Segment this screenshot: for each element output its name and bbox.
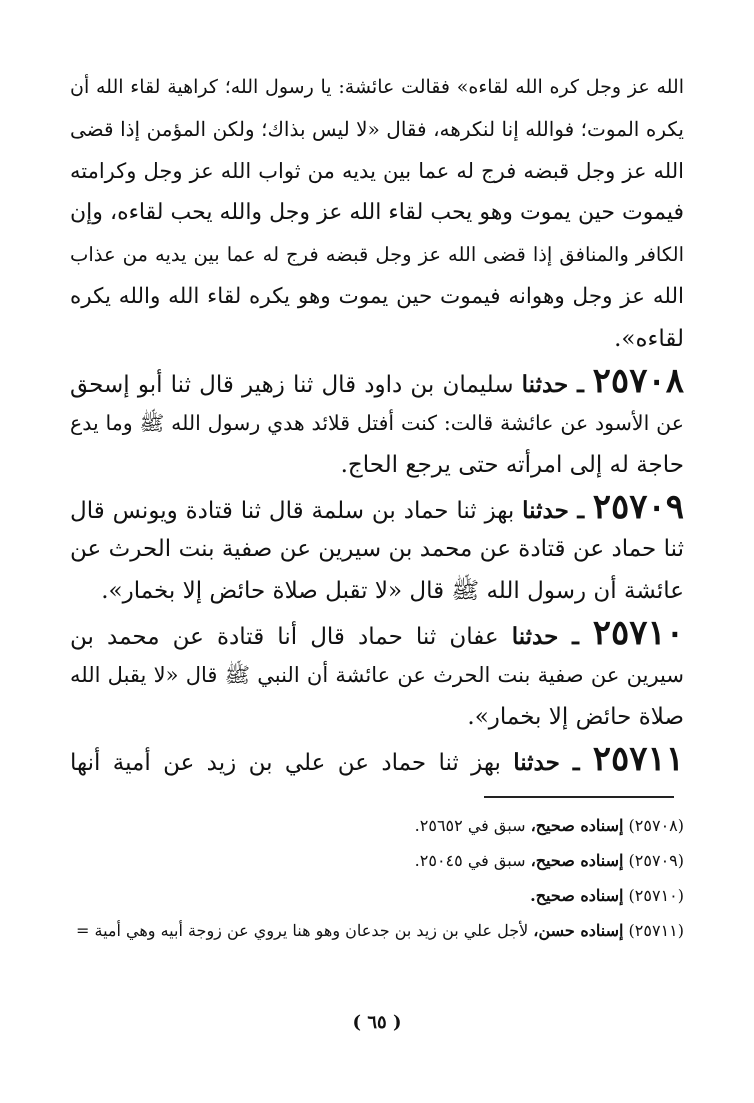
hadith-number: ٢٥٧١٠ [592,613,684,653]
hadith-number: ٢٥٧٠٨ [592,361,684,401]
footnote-ref: (٢٥٧١٠) [628,886,684,905]
line-text: يكره الموت؛ فوالله إنا لنكرهه، فقال «لا ليس بذاك؛ ولكن المؤمن إذا قضى [70,117,684,141]
footnote-ref: (٢٥٧٠٩) [628,851,684,870]
hadith-separator: ـ [558,623,593,650]
text-line [70,66,684,108]
line-text: صلاة حائض إلا بخمار». [467,704,684,730]
hadith-number: ٢٥٧٠٩ [592,487,684,527]
narration-keyword: حدثنا [513,749,560,776]
footnote-grade: إسناده صحيح، [530,816,624,835]
text-line [70,528,684,570]
footnote [70,913,684,948]
text-line [70,318,684,360]
text-line [70,570,684,612]
hadith-heading-line [70,738,684,780]
footnote-divider [484,796,674,798]
line-text: لقاءه». [614,326,684,352]
text-line [70,402,684,444]
footnote-note: سبق في ٢٥٠٤٥. [414,851,531,870]
main-text [70,66,684,780]
text-line [70,108,684,150]
line-text: بهز ثنا حماد عن علي بن زيد عن أمية أنها [70,750,514,776]
narration-keyword: حدثنا [521,371,569,398]
line-text: سيرين عن صفية بنت الحرث عن عائشة أن النبي ﷺ قال «لا يقبل الله [70,663,684,687]
line-text: بهز ثنا حماد بن سلمة قال ثنا قتادة ويونس قال [70,498,523,524]
line-text: عفان ثنا حماد قال أنا قتادة عن محمد بن [70,624,512,650]
text-line [70,696,684,738]
text-line [70,444,684,486]
hadith-number: ٢٥٧١١ [592,739,684,779]
footnote-ref: (٢٥٧١١) [628,921,684,940]
page-number: ( ٦٥ ) [352,1012,402,1033]
hadith-separator: ـ [568,497,593,524]
line-text: حاجة له إلى امرأته حتى يرجع الحاج. [340,452,684,478]
hadith-separator: ـ [559,749,593,776]
hadith-heading-line [70,360,684,402]
line-text: الكافر والمنافق إذا قضى الله عز وجل قبضه فرج له عما بين يديه من عذاب [70,243,684,266]
line-text: عن الأسود عن عائشة قالت: كنت أفتل قلائد هدي رسول الله ﷺ وما يدع [70,411,684,435]
hadith-separator: ـ [568,371,593,398]
footnote-ref: (٢٥٧٠٨) [628,816,684,835]
footnote-grade: إسناده صحيح. [530,886,624,905]
text-line [70,150,684,192]
text-line [70,276,684,318]
line-text: سليمان بن داود قال ثنا زهير قال ثنا أبو إسحق [70,372,522,398]
narration-keyword: حدثنا [522,497,569,524]
footnote [70,843,684,878]
text-line [70,654,684,696]
line-text: الله عز وجل وهوانه فيموت حين يموت وهو يكره لقاء الله والله يكره [70,284,684,309]
narration-keyword: حدثنا [511,623,559,650]
footnote [70,808,684,843]
line-text: الله عز وجل قبضه فرج له عما بين يديه من ثواب الله عز وجل وكرامته [70,159,684,183]
hadith-heading-line [70,612,684,654]
footnotes [70,808,684,948]
footnote [70,878,684,913]
footnote-grade: إسناده صحيح، [530,851,624,870]
footnote-note: لأجل علي بن زيد بن جدعان وهو هنا يروي عن زوجة أبيه وهي أمية = [76,921,534,940]
footnote-note: سبق في ٢٥٦٥٢. [414,816,531,835]
hadith-heading-line [70,486,684,528]
line-text: ثنا حماد عن قتادة عن محمد بن سيرين عن صفية بنت الحرث عن [70,536,684,562]
line-text: عائشة أن رسول الله ﷺ قال «لا تقبل صلاة حائض إلا بخمار». [101,578,684,604]
text-line [70,192,684,234]
footnote-grade: إسناده حسن، [533,921,624,940]
line-text: الله عز وجل كره الله لقاءه» فقالت عائشة: يا رسول الله؛ كراهية لقاء الله أن [70,76,684,98]
text-line [70,234,684,276]
line-text: فيموت حين يموت وهو يحب لقاء الله عز وجل والله يحب لقاءه، وإن [70,200,684,225]
